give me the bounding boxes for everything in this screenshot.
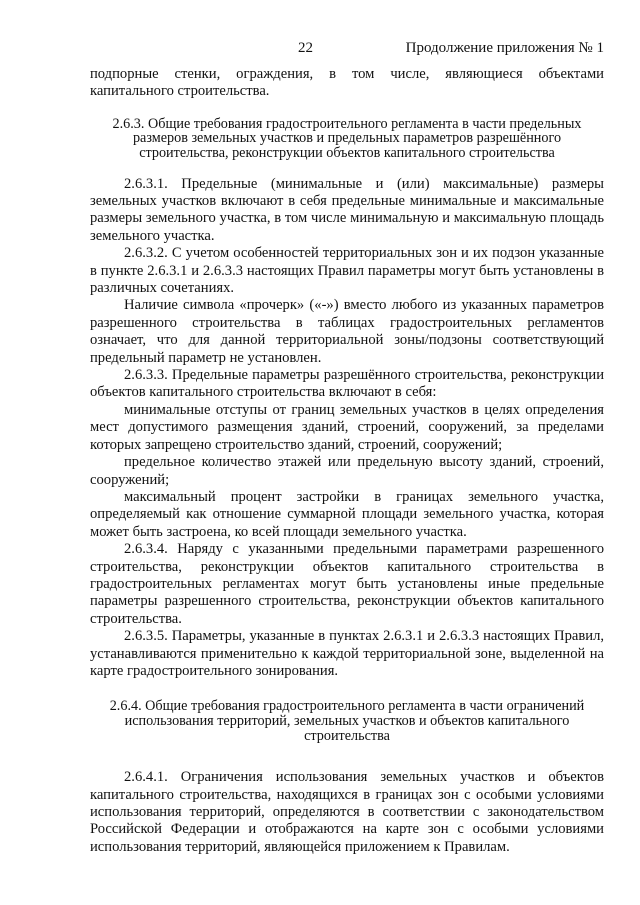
list-item-coverage: максимальный процент застройки в границах земельного участка, определяемый как отношение суммарной площади земельного участка, которая может быть застроена, ко всей площади земельного участка. [90,488,604,540]
page-number: 22 [298,40,313,56]
section-heading-2-6-3: 2.6.3. Общие требования градостроительного регламента в части предельных размеров земельных участков и предельных параметров разрешённого строительства, реконструкции объектов капитального строительства [112,115,582,161]
appendix-note: Продолжение приложения № 1 [405,40,604,56]
clause-2-6-3-3: 2.6.3.3. Предельные параметры разрешённого строительства, реконструкции объектов капитального строительства включают в себя: [90,367,604,401]
list-item-floors: предельное количество этажей или предельную высоту зданий, строений, сооружений; [90,454,604,488]
page-header [90,40,604,66]
clause-2-6-3-2: 2.6.3.2. С учетом особенностей территориальных зон и их подзон указанные в пункте 2.6.3.1 и 2.6.3.3 настоящих Правил параметры могут быть установлены в различных сочетаниях. [90,245,604,297]
clause-2-6-3-5: 2.6.3.5. Параметры, указанные в пунктах 2.6.3.1 и 2.6.3.3 настоящих Правил, устанавливаются применительно к каждой территориальной зоне, выделенной на карте градостроительного зонирования. [90,628,604,679]
clause-2-6-3-1: 2.6.3.1. Предельные (минимальные и (или) максимальные) размеры земельных участков включают в себя предельные минимальные и максимальные размеры земельного участка, в том числе минимальную и максимальную площадь земельного участка. [90,175,604,244]
continuation-paragraph: подпорные стенки, ограждения, в том числе, являющиеся объектами капитального строительства. [90,66,604,100]
clause-2-6-4-1: 2.6.4.1. Ограничения использования земельных участков и объектов капитального строительства, находящихся в границах зон с особыми условиями использования территорий, определяются в соответствии с законодательством Российской Федерации и отображаются на карте зон с особыми условиями использования территорий, являющейся приложением к Правилам. [90,769,604,855]
dash-symbol-paragraph: Наличие символа «прочерк» («-») вместо любого из указанных параметров разрешенного строительства в таблицах градостроительных регламентов означает, что для данной территориальной зоны/подзоны соответствующий предельный параметр не установлен. [90,297,604,366]
section-heading-2-6-4: 2.6.4. Общие требования градостроительного регламента в части ограничений использования территорий, земельных участков и объектов капитального строительства [109,698,585,744]
clause-2-6-3-4: 2.6.3.4. Наряду с указанными предельными параметрами разрешенного строительства, реконструкции объектов капитального строительства в градостроительных регламентах могут быть установлены иные предельные параметры разрешенного строительства, реконструкции объектов капитального строительства. [90,541,604,627]
list-item-setbacks: минимальные отступы от границ земельных участков в целях определения мест допустимого размещения зданий, строений, сооружений, за пределами которых запрещено строительство зданий, строений, сооружений; [90,401,604,453]
